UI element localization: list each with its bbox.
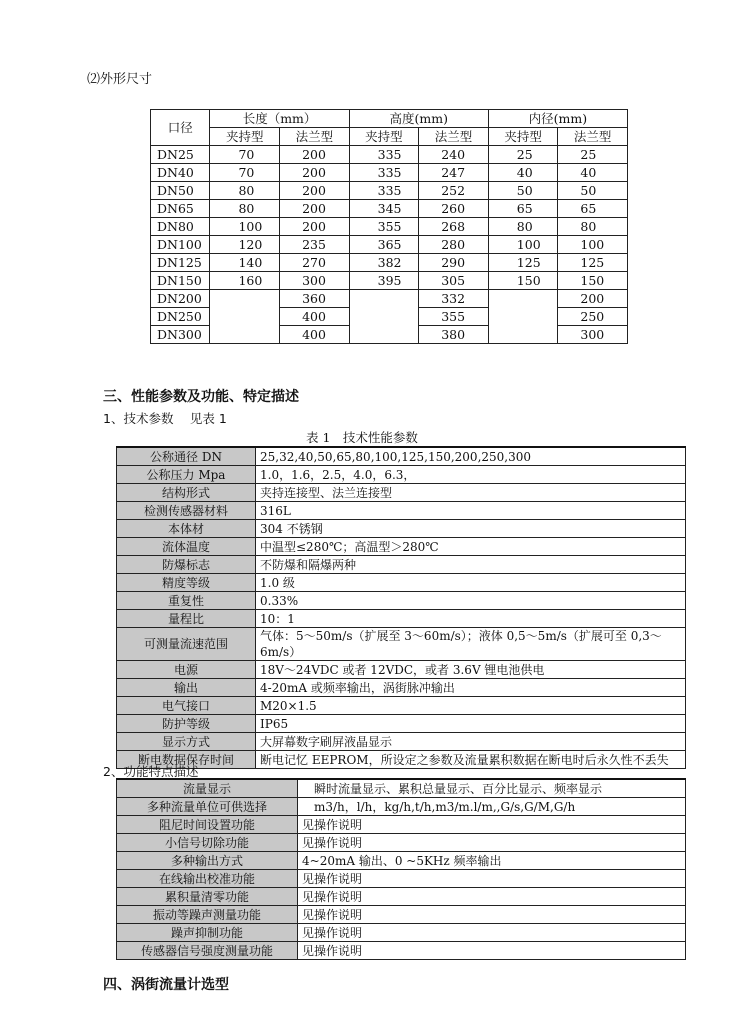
- table-row: [117, 779, 686, 798]
- dimension-section-title: ⑵外形尺寸: [87, 72, 153, 87]
- value-cell: 40: [558, 164, 628, 182]
- value-cell: 395: [349, 272, 419, 290]
- value-cell: 300: [280, 272, 350, 290]
- table-row: [117, 466, 686, 484]
- value-cell: 270: [280, 254, 350, 272]
- value-cell: 355: [349, 218, 419, 236]
- value-cell: 100: [558, 236, 628, 254]
- diameter-cell: DN250: [151, 308, 210, 326]
- value-cell: 380: [419, 326, 489, 344]
- value-cell: 360: [280, 290, 350, 308]
- table-row: [117, 679, 686, 697]
- table-row: [151, 218, 628, 236]
- table-row: [117, 592, 686, 610]
- value-cell: 335: [349, 182, 419, 200]
- subheader-clamp: 夹持型: [210, 128, 280, 146]
- diameter-cell: DN80: [151, 218, 210, 236]
- table-row: [117, 697, 686, 715]
- value-cell: 125: [558, 254, 628, 272]
- param-name: 可测量流速范围: [117, 628, 256, 661]
- table-row: [117, 751, 686, 769]
- param-value: 4-20mA 或频率输出，涡街脉冲输出: [256, 679, 686, 697]
- param-name: 量程比: [117, 610, 256, 628]
- value-cell: 335: [349, 146, 419, 164]
- param-name: 在线输出校准功能: [117, 870, 298, 888]
- value-cell: 280: [419, 236, 489, 254]
- param-value: M20×1.5: [256, 697, 686, 715]
- value-cell: 160: [210, 272, 280, 290]
- param-value: 1.0，1.6，2.5，4.0，6.3，: [256, 466, 686, 484]
- table-row: [117, 798, 686, 816]
- param-name: 断电数据保存时间: [117, 751, 256, 769]
- table-row: [117, 574, 686, 592]
- table-row: [117, 520, 686, 538]
- param-name: 公称压力 Mpa: [117, 466, 256, 484]
- subheader-flange: 法兰型: [280, 128, 350, 146]
- value-cell: 300: [558, 326, 628, 344]
- table-row: [117, 942, 686, 960]
- param-name: 流体温度: [117, 538, 256, 556]
- table-row: [117, 888, 686, 906]
- value-cell: 345: [349, 200, 419, 218]
- value-cell: 80: [558, 218, 628, 236]
- param-value: 见操作说明: [298, 942, 686, 960]
- subheader-flange: 法兰型: [419, 128, 489, 146]
- param-value: IP65: [256, 715, 686, 733]
- table-row: [117, 538, 686, 556]
- table-row: [117, 715, 686, 733]
- table-row: [151, 272, 628, 290]
- value-cell: 140: [210, 254, 280, 272]
- param-name: 阻尼时间设置功能: [117, 816, 298, 834]
- value-cell: 50: [488, 182, 558, 200]
- value-cell: 400: [280, 326, 350, 344]
- value-cell: 200: [280, 146, 350, 164]
- value-cell: 50: [558, 182, 628, 200]
- value-cell: 65: [558, 200, 628, 218]
- param-value: m3/h，l/h，kg/h,t/h,m3/m.l/m,,G/s,G/M,G/h: [298, 798, 686, 816]
- subheader-clamp: 夹持型: [488, 128, 558, 146]
- param-name: 小信号切除功能: [117, 834, 298, 852]
- diameter-cell: DN25: [151, 146, 210, 164]
- param-name: 防爆标志: [117, 556, 256, 574]
- empty-cell: [488, 290, 558, 344]
- param-value: 瞬时流量显示、累积总量显示、百分比显示、频率显示: [298, 779, 686, 798]
- table-row: [117, 906, 686, 924]
- param-value: 25,32,40,50,65,80,100,125,150,200,250,300: [256, 447, 686, 466]
- value-cell: 150: [488, 272, 558, 290]
- value-cell: 100: [488, 236, 558, 254]
- param-name: 重复性: [117, 592, 256, 610]
- param-value: 断电记忆 EEPROM，所设定之参数及流量累积数据在断电时后永久性不丢失: [256, 751, 686, 769]
- table-row: [117, 733, 686, 751]
- value-cell: 65: [488, 200, 558, 218]
- table1-caption: 表 1 技术性能参数: [306, 430, 418, 445]
- header-diameter: 口径: [151, 110, 210, 146]
- param-value: 316L: [256, 502, 686, 520]
- param-name: 精度等级: [117, 574, 256, 592]
- value-cell: 70: [210, 164, 280, 182]
- value-cell: 200: [280, 200, 350, 218]
- param-name: 多种输出方式: [117, 852, 298, 870]
- table-row: [151, 290, 628, 308]
- param-value: 中温型≤280℃；高温型＞280℃: [256, 538, 686, 556]
- empty-cell: [210, 290, 280, 344]
- value-cell: 235: [280, 236, 350, 254]
- diameter-cell: DN300: [151, 326, 210, 344]
- value-cell: 332: [419, 290, 489, 308]
- value-cell: 365: [349, 236, 419, 254]
- table-row: [117, 852, 686, 870]
- value-cell: 382: [349, 254, 419, 272]
- value-cell: 290: [419, 254, 489, 272]
- subheader-flange: 法兰型: [558, 128, 628, 146]
- table-row: [117, 816, 686, 834]
- value-cell: 120: [210, 236, 280, 254]
- param-name: 公称通径 DN: [117, 447, 256, 466]
- table-row: [151, 254, 628, 272]
- table-row: [151, 200, 628, 218]
- value-cell: 200: [280, 218, 350, 236]
- value-cell: 355: [419, 308, 489, 326]
- param-value: 见操作说明: [298, 834, 686, 852]
- table-row: [117, 661, 686, 679]
- param-value: 见操作说明: [298, 924, 686, 942]
- param-value: 0.33%: [256, 592, 686, 610]
- header-length: 长度（mm）: [210, 110, 349, 128]
- value-cell: 80: [488, 218, 558, 236]
- section3-heading: 三、性能参数及功能、特定描述: [103, 389, 299, 405]
- value-cell: 200: [558, 290, 628, 308]
- param-value: 18V～24VDC 或者 12VDC，或者 3.6V 锂电池供电: [256, 661, 686, 679]
- table-row: [117, 556, 686, 574]
- value-cell: 247: [419, 164, 489, 182]
- param-value: 1.0 级: [256, 574, 686, 592]
- table-row: [117, 447, 686, 466]
- param-name: 输出: [117, 679, 256, 697]
- table-row: [117, 870, 686, 888]
- param-name: 防护等级: [117, 715, 256, 733]
- value-cell: 150: [558, 272, 628, 290]
- value-cell: 400: [280, 308, 350, 326]
- param-name: 流量显示: [117, 779, 298, 798]
- value-cell: 200: [280, 182, 350, 200]
- param-value: 4~20mA 输出、0 ~5KHz 频率输出: [298, 852, 686, 870]
- subheader-clamp: 夹持型: [349, 128, 419, 146]
- value-cell: 125: [488, 254, 558, 272]
- param-value: 不防爆和隔爆两种: [256, 556, 686, 574]
- param-value: 304 不锈钢: [256, 520, 686, 538]
- param-value: 大屏幕数字刷屏液晶显示: [256, 733, 686, 751]
- table-row: [117, 502, 686, 520]
- diameter-cell: DN125: [151, 254, 210, 272]
- diameter-cell: DN50: [151, 182, 210, 200]
- table-row: [117, 924, 686, 942]
- param-name: 电源: [117, 661, 256, 679]
- diameter-cell: DN200: [151, 290, 210, 308]
- value-cell: 70: [210, 146, 280, 164]
- diameter-cell: DN40: [151, 164, 210, 182]
- table-row: [151, 146, 628, 164]
- table-row: [151, 164, 628, 182]
- table-row: [117, 610, 686, 628]
- param-name: 传感器信号强度测量功能: [117, 942, 298, 960]
- param-name: 躁声抑制功能: [117, 924, 298, 942]
- param-name: 检测传感器材料: [117, 502, 256, 520]
- param-value: 见操作说明: [298, 870, 686, 888]
- value-cell: 268: [419, 218, 489, 236]
- param-name: 结构形式: [117, 484, 256, 502]
- value-cell: 335: [349, 164, 419, 182]
- param-name: 累积量清零功能: [117, 888, 298, 906]
- diameter-cell: DN150: [151, 272, 210, 290]
- value-cell: 260: [419, 200, 489, 218]
- param-name: 显示方式: [117, 733, 256, 751]
- dimension-table: [150, 109, 628, 344]
- value-cell: 40: [488, 164, 558, 182]
- param-value: 见操作说明: [298, 816, 686, 834]
- functions-subheading: 2、功能特点描述: [103, 764, 199, 779]
- value-cell: 100: [210, 218, 280, 236]
- header-height: 高度(mm): [349, 110, 488, 128]
- param-value: 10：1: [256, 610, 686, 628]
- param-name: 电气接口: [117, 697, 256, 715]
- value-cell: 250: [558, 308, 628, 326]
- value-cell: 305: [419, 272, 489, 290]
- section4-heading: 四、涡街流量计选型: [103, 977, 229, 993]
- param-value: 气体：5～50m/s（扩展至 3～60m/s）；液体 0,5～5m/s（扩展可至 0,3～6m/s）: [256, 628, 686, 661]
- param-value: 夹持连接型、法兰连接型: [256, 484, 686, 502]
- param-name: 多种流量单位可供选择: [117, 798, 298, 816]
- table-row: [117, 484, 686, 502]
- header-inner-diameter: 内径(mm): [488, 110, 627, 128]
- param-value: 见操作说明: [298, 888, 686, 906]
- value-cell: 80: [210, 182, 280, 200]
- param-name: 本体材: [117, 520, 256, 538]
- function-table: [116, 778, 686, 960]
- param-value: 见操作说明: [298, 906, 686, 924]
- diameter-cell: DN100: [151, 236, 210, 254]
- spec-table: [116, 446, 686, 769]
- table-row: [117, 834, 686, 852]
- table-row: [117, 628, 686, 661]
- diameter-cell: DN65: [151, 200, 210, 218]
- value-cell: 80: [210, 200, 280, 218]
- value-cell: 252: [419, 182, 489, 200]
- value-cell: 240: [419, 146, 489, 164]
- param-name: 振动等躁声测量功能: [117, 906, 298, 924]
- value-cell: 200: [280, 164, 350, 182]
- value-cell: 25: [488, 146, 558, 164]
- value-cell: 25: [558, 146, 628, 164]
- empty-cell: [349, 290, 419, 344]
- table-row: [151, 182, 628, 200]
- table-row: [151, 236, 628, 254]
- technical-params-subheading: 1、技术参数 见表 1: [103, 411, 227, 426]
